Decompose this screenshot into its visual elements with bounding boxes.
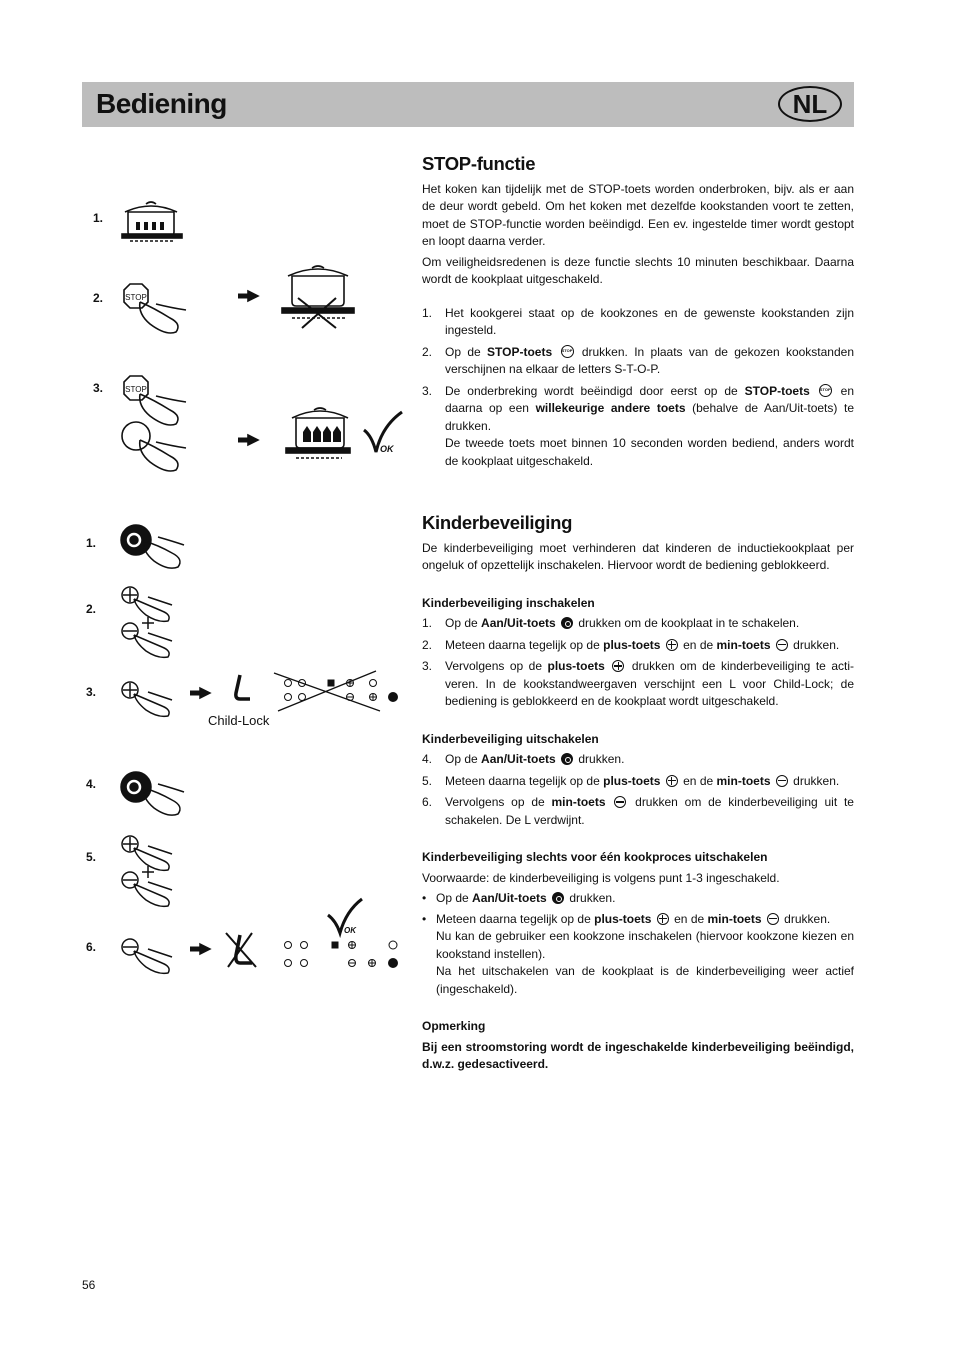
child-lock-heading: Kinderbeveiliging — [422, 512, 573, 533]
plus-key-icon — [657, 913, 669, 925]
page-header — [82, 82, 854, 127]
stop-figure-step-2: 2. — [93, 291, 104, 305]
child-lock-intro: De kinderbeveiliging moet verhinderen dat kinderen de inductiekookplaat per ongeluk of opzettelijk inschakelen. Hiervoor wordt de bediening geblokkeerd. — [422, 540, 854, 572]
stop-figure-step-3: 3. — [93, 381, 104, 395]
lock-figure-step-6: 6. — [86, 940, 97, 954]
child-lock-on-step-1: 1. Op de Aan/Uit-toets drukken om de kookplaat in te schakelen. — [422, 616, 800, 630]
svg-text:Child-Lock: Child-Lock — [208, 713, 270, 728]
lock-figure-step-1: 1. — [86, 536, 97, 550]
language-badge: NL — [778, 86, 842, 122]
plus-key-icon — [666, 775, 678, 787]
child-lock-on-heading: Kinderbeveiliging inschakelen — [422, 595, 595, 610]
child-lock-once-bullet-2: • Meteen daarna tegelijk op de plus-toets en de min-toets drukken. Nu kan de gebruiker een kookzone inschakelen (hiervoor kookzone kiezen en kookstand instellen). Na het uitschakelen van de kookplaat is de kinderbeveiliging weer actief (ingeschakeld). — [422, 911, 854, 996]
minus-key-icon — [776, 639, 788, 651]
note-heading: Opmerking — [422, 1019, 486, 1033]
minus-key-icon — [614, 796, 626, 808]
page-number: 56 — [82, 1278, 96, 1292]
child-lock-once-list — [422, 890, 854, 998]
child-lock-on-step-2: 2. Meteen daarna tegelijk op de plus-toets en de min-toets drukken. — [422, 637, 840, 652]
child-lock-once-condition: Voorwaarde: de kinderbeveiliging is volgens punt 1-3 ingeschakeld. — [422, 870, 780, 885]
svg-text:OK: OK — [380, 444, 394, 454]
power-key-icon — [561, 753, 573, 765]
power-key-icon — [561, 617, 573, 629]
note-text: Bij een stroomstoring wordt de ingeschakelde kinderbeveiliging beëindigd, d.w.z. gedesactiveerd. — [422, 1039, 854, 1071]
svg-text:STOP: STOP — [125, 293, 147, 302]
minus-key-icon — [767, 913, 779, 925]
stop-key-icon — [819, 384, 832, 397]
svg-text:OK: OK — [344, 926, 356, 935]
lock-figure-step-3: 3. — [86, 685, 97, 699]
child-lock-on-step-3: 3. Vervolgens op de plus-toets drukken om de kinderbeveiliging te activeren. In de kookstandweergaven verschijnt een L voor Child-Lock; de bediening is geblokkeerd en de kookplaat wordt uitgeschakeld. — [422, 659, 854, 708]
child-lock-once-bullet-1: • Op de Aan/Uit-toets drukken. — [422, 891, 616, 905]
child-lock-off-list — [422, 751, 854, 829]
minus-key-icon — [776, 775, 788, 787]
child-lock-off-heading: Kinderbeveiliging uitschakelen — [422, 731, 599, 746]
child-lock-off-step-4: 4. Op de Aan/Uit-toets drukken. — [422, 752, 625, 766]
lock-figure-step-4: 4. — [86, 777, 97, 791]
power-key-icon — [552, 892, 564, 904]
stop-paragraph-2: Om veiligheidsredenen is deze functie slechts 10 minuten beschikbaar. Daarna wordt de kookplaat uitgeschakeld. — [422, 254, 854, 286]
page-title: Bediening — [96, 88, 227, 119]
child-lock-off-step-5: 5. Meteen daarna tegelijk op de plus-toets en de min-toets drukken. — [422, 773, 840, 788]
plus-key-icon — [612, 660, 624, 672]
stop-heading: STOP-functie — [422, 153, 536, 174]
stop-step-1: 1. Het kookgerei staat op de kookzones en de gewenste kookstanden zijn ingesteld. — [422, 305, 854, 337]
plus-key-icon — [666, 639, 678, 651]
stop-function-illustration — [110, 190, 420, 480]
svg-text:STOP: STOP — [125, 385, 147, 394]
child-lock-illustration — [110, 515, 410, 985]
lock-figure-step-5: 5. — [86, 850, 97, 864]
child-lock-section — [422, 514, 854, 1077]
child-lock-once-heading: Kinderbeveiliging slechts voor één kookproces uitschakelen — [422, 850, 768, 864]
lock-figure-step-2: 2. — [86, 602, 97, 616]
stop-steps-list — [422, 305, 854, 471]
stop-step-3: 3. De onderbreking wordt beëindigd door eerst op de STOP-toets STOP en daarna op een willekeurige andere toets (behalve de Aan/Uit-toets) te drukken. De tweede toets moet binnen 10 seconden worden bediend, anders wordt de kookplaat uitgeschakeld. — [422, 383, 854, 471]
child-lock-off-step-6: 6. Vervolgens op de min-toets drukken om de kinderbeveiliging uit te schakelen. De L verdwijnt. — [422, 795, 854, 827]
child-lock-on-list — [422, 615, 854, 711]
stop-paragraph-1: Het koken kan tijdelijk met de STOP-toets worden onderbroken, bijv. als er aan de deur wordt gebeld. Om het koken met dezelfde kookstanden voort te zetten, moet de STOP-functie worden beëindigd. Een ev. ingestelde timer wordt gestopt en loopt daarna verder. — [422, 181, 854, 248]
stop-step-2: 2. Op de STOP-toets STOP drukken. In plaats van de gekozen kookstanden verschijnen na elkaar de letters S-T-O-P. — [422, 344, 854, 379]
stop-key-icon — [561, 345, 574, 358]
stop-figure-step-1: 1. — [93, 211, 104, 225]
stop-section — [422, 155, 854, 474]
